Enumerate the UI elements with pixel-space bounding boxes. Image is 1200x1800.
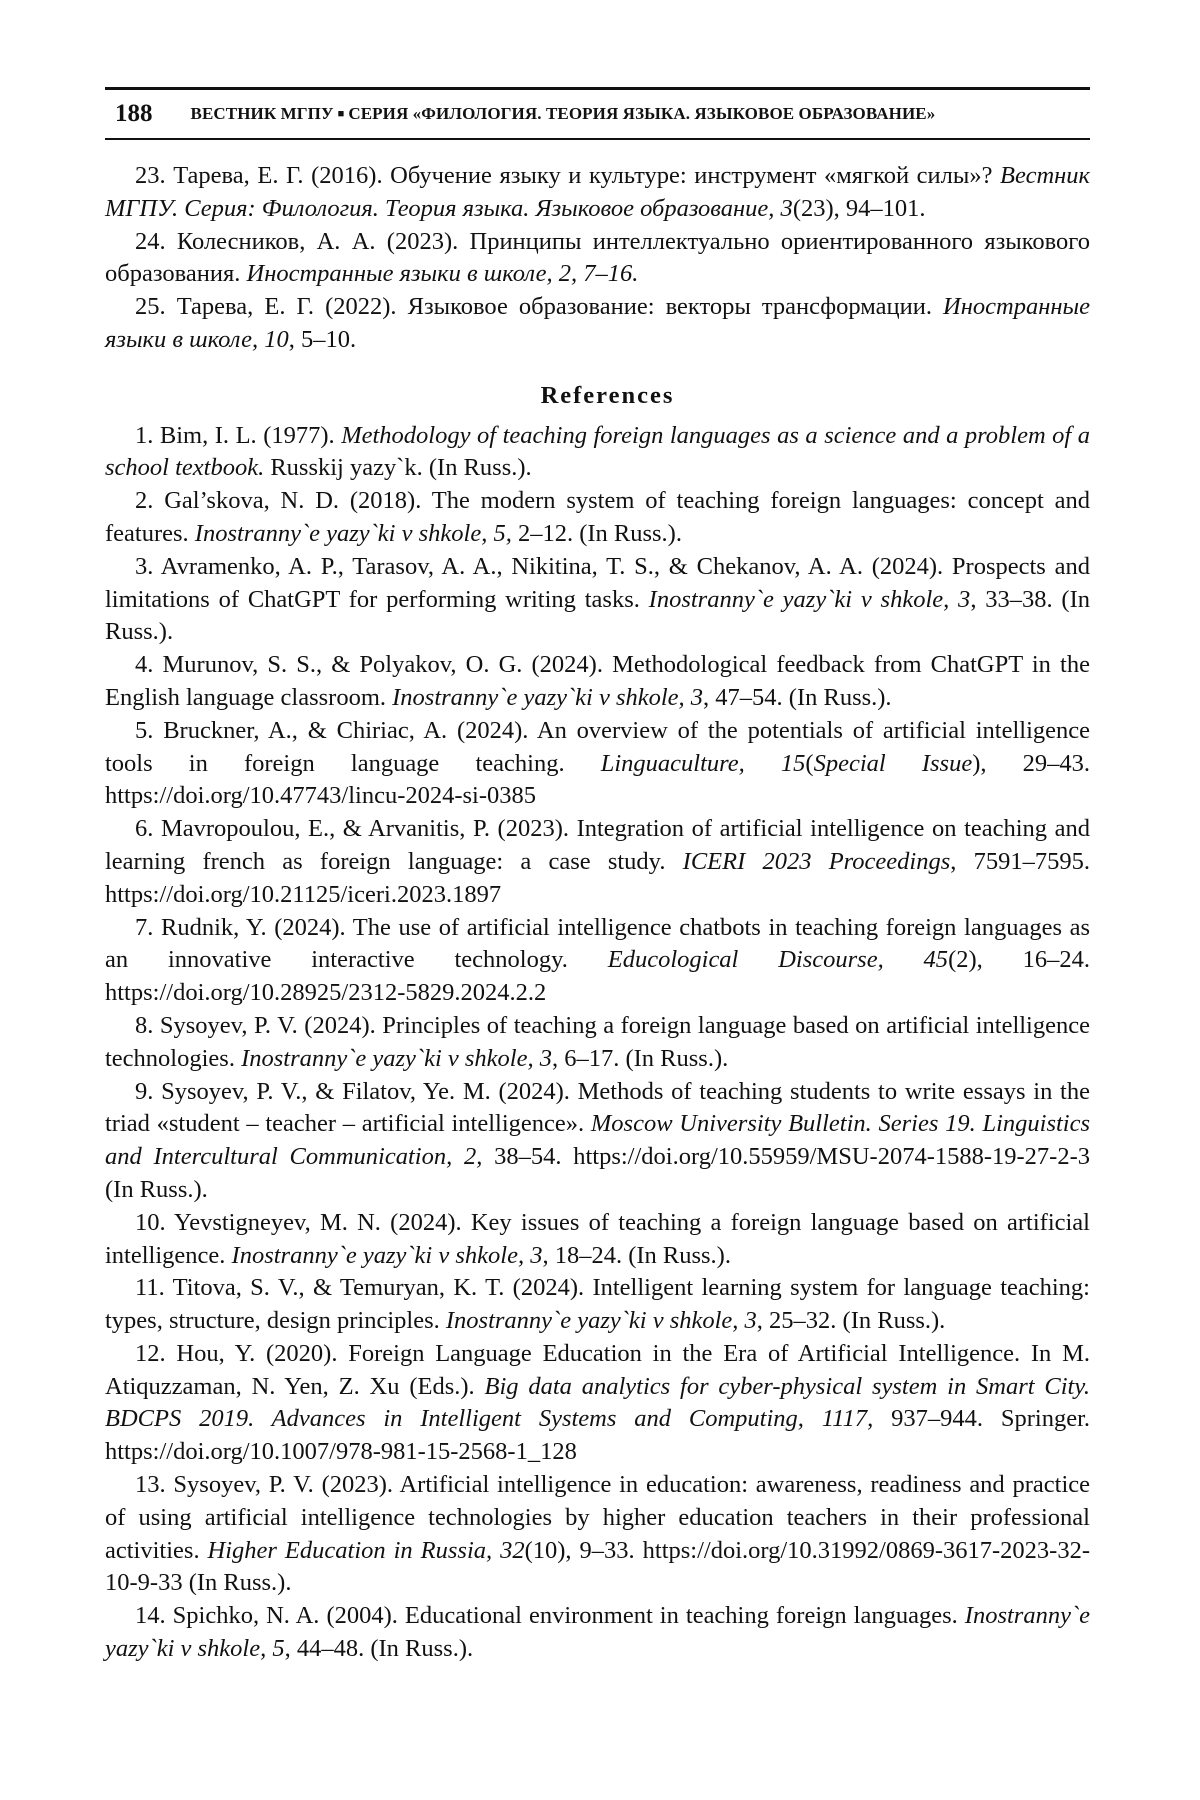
reference-item [105, 226, 1090, 292]
reference-item [105, 1207, 1090, 1273]
reference-source-italic: ICERI 2023 Proceedings [682, 847, 951, 875]
reference-source-italic: Big data analytics for cyber-physical system in Smart City. BDCPS 2019. Advances in Intelligent Systems and Computing, 1117, [105, 1372, 1090, 1433]
reference-number: 1. [135, 421, 154, 449]
page-number: 188 [115, 100, 153, 127]
reference-text: Russkij yazy`k. (In Russ.). [264, 454, 532, 482]
reference-text: Hou, Y. (2020). Foreign Language Education in the Era of Artificial Intelligence. In M. Atiquzzaman, N. Yen, Z. Xu (Eds.). [105, 1339, 1090, 1400]
reference-source-italic: Inostranny`e yazy`ki v shkole, 5 [105, 1602, 1090, 1663]
reference-item [105, 715, 1090, 813]
reference-text: Avramenko, A. P., Tarasov, A. A., Nikitina, T. S., & Chekanov, A. A. (2024). Prospects and limitations of ChatGPT for performing writing tasks. [105, 552, 1090, 613]
header-rule-top [105, 87, 1090, 90]
reference-text: 2–12. (In Russ.). [511, 519, 682, 547]
reference-text: , 44–48. (In Russ.). [284, 1635, 474, 1663]
reference-text: Sysoyev, P. V. (2023). Artificial intelligence in education: awareness, readiness and practice of using artificial intelligence technologies by higher education teachers in their professional activities. [105, 1471, 1090, 1564]
journal-title [191, 104, 936, 124]
reference-text: Тарева, Е. Г. (2016). Обучение языку и культуре: инструмент «мягкой силы»? [165, 162, 1001, 189]
reference-item [105, 1010, 1090, 1076]
reference-text: (2), 16–24. https://doi.org/10.28925/2312-5829.2024.2.2 [105, 946, 1090, 1007]
reference-text: 38–54. https://doi.org/10.55959/MSU-2074-1588-19-27-2-3 (In Russ.). [105, 1143, 1090, 1203]
reference-item [105, 1600, 1090, 1666]
reference-source-italic: Иностранные языки в школе, 10 [105, 293, 1090, 353]
reference-source-italic: Higher Education in Russia, 32 [207, 1536, 525, 1564]
reference-source-italic: Educological Discourse, 45 [607, 946, 949, 974]
reference-text: Gal’skova, N. D. (2018). The modern system of teaching foreign languages: concept and features. [105, 487, 1090, 547]
reference-number: 25. [135, 293, 166, 321]
reference-text: Spichko, N. A. (2004). Educational environment in teaching foreign languages. [165, 1602, 965, 1630]
reference-number: 10. [135, 1208, 166, 1236]
reference-number: 6. [135, 815, 154, 843]
reference-number: 13. [135, 1471, 166, 1499]
journal-name: ВЕСТНИК МГПУ [190, 104, 334, 123]
reference-text: Sysoyev, P. V., & Filatov, Ye. M. (2024). Methods of teaching students to write essays in the triad «student – teacher – artificial intelligence». [105, 1077, 1090, 1138]
reference-number: 9. [135, 1077, 154, 1105]
reference-number: 5. [135, 716, 154, 744]
running-head [105, 92, 1090, 136]
reference-item [105, 912, 1090, 1010]
reference-text: ( [805, 749, 814, 777]
reference-text: Mavropoulou, E., & Arvanitis, P. (2023). Integration of artificial intelligence on teaching and learning french as foreign language: a case study. [105, 815, 1090, 875]
journal-series: СЕРИЯ «ФИЛОЛОГИЯ. ТЕОРИЯ ЯЗЫКА. ЯЗЫКОВОЕ ОБРАЗОВАНИЕ» [348, 104, 936, 123]
reference-item [105, 1469, 1090, 1600]
reference-item [105, 551, 1090, 649]
reference-item [105, 485, 1090, 551]
reference-item [105, 420, 1090, 486]
reference-text: Bim, I. L. (1977). [153, 421, 342, 449]
reference-number: 7. [135, 913, 154, 941]
reference-text: Колесников, А. А. (2023). Принципы интеллектуально ориентированного языкового образования. [105, 227, 1090, 288]
reference-number: 14. [135, 1602, 166, 1630]
reference-text: Yevstigneyev, M. N. (2024). Key issues of teaching a foreign language based on artificial intelligence. [105, 1208, 1090, 1269]
reference-source-italic: Inostranny`e yazy`ki v shkole, 3 [231, 1241, 543, 1269]
reference-number: 11. [135, 1274, 165, 1302]
reference-source-italic: Inostranny`e yazy`ki v shkole, 3 [445, 1307, 757, 1335]
reference-text: Тарева, Е. Г. (2022). Языковое образование: векторы трансформации. [165, 293, 944, 321]
reference-text: , 18–24. (In Russ.). [542, 1241, 731, 1269]
reference-text: , 6–17. (In Russ.). [551, 1044, 729, 1072]
reference-text: Rudnik, Y. (2024). The use of artificial intelligence chatbots in teaching foreign languages as an innovative interactive technology. [105, 913, 1090, 974]
reference-source-italic: Иностранные языки в школе, 2, 7–16. [246, 260, 639, 288]
reference-item [105, 160, 1090, 226]
reference-text: (23), 94–101. [792, 194, 926, 222]
reference-number: 2. [135, 487, 154, 515]
reference-text: Sysoyev, P. V. (2024). Principles of teaching a foreign language based on artificial intelligence technologies. [105, 1011, 1090, 1072]
reference-number: 24. [135, 227, 166, 255]
reference-item [105, 649, 1090, 715]
reference-text: , 33–38. (In Russ.). [105, 585, 1090, 646]
reference-source-italic: Inostranny`e yazy`ki v shkole, 5, [194, 519, 512, 547]
reference-number: 23. [135, 162, 166, 189]
reference-number: 4. [135, 651, 154, 679]
reference-number: 3. [135, 552, 154, 580]
reference-text: (10), 9–33. https://doi.org/10.31992/0869-3617-2023-32-10-9-33 (In Russ.). [105, 1536, 1090, 1597]
reference-item [105, 1338, 1090, 1469]
reference-text: Murunov, S. S., & Polyakov, O. G. (2024). Methodological feedback from ChatGPT in the English language classroom. [105, 651, 1090, 711]
separator-square: ■ [337, 108, 345, 120]
reference-number: 8. [135, 1011, 154, 1039]
reference-text: Bruckner, A., & Chiriac, A. (2024). An overview of the potentials of artificial intelligence tools in foreign language teaching. [105, 716, 1090, 777]
reference-text: , 25–32. (In Russ.). [756, 1307, 946, 1335]
reference-source-italic: Вестник МГПУ. Серия: Филология. Теория языка. Языковое образование, 3 [105, 162, 1090, 222]
reference-text: , 7591–7595. https://doi.org/10.21125/iceri.2023.1897 [105, 847, 1090, 908]
reference-item [105, 813, 1090, 911]
reference-source-italic: Inostranny`e yazy`ki v shkole, 3 [648, 585, 971, 613]
reference-item [105, 291, 1090, 357]
reference-source-italic: Special Issue [813, 749, 973, 777]
reference-text: ), 29–43. https://doi.org/10.47743/lincu-2024-si-0385 [105, 749, 1091, 810]
reference-source-italic: Methodology of teaching foreign languages as a science and a problem of a school textbook. [105, 421, 1090, 482]
reference-text: 937–944. Springer. https://doi.org/10.1007/978-981-15-2568-1_128 [105, 1405, 1090, 1466]
reference-item [105, 1076, 1090, 1207]
reference-number: 12. [135, 1339, 166, 1367]
reference-text: , 5–10. [288, 325, 357, 353]
reference-source-italic: Linguaculture, 15 [600, 749, 806, 777]
russian-reference-list [105, 160, 1090, 357]
references-heading: References [540, 381, 675, 409]
header-rule-bottom [105, 138, 1090, 140]
reference-source-italic: Inostranny`e yazy`ki v shkole, 3 [241, 1044, 552, 1072]
reference-text: Titova, S. V., & Temuryan, K. T. (2024). Intelligent learning system for language teaching: types, structure, design principles. [105, 1274, 1090, 1335]
english-reference-list [105, 420, 1090, 1666]
reference-list [105, 160, 1090, 1666]
reference-item [105, 1272, 1090, 1338]
reference-text: , 47–54. (In Russ.). [703, 683, 892, 711]
reference-source-italic: Moscow University Bulletin. Series 19. Linguistics and Intercultural Communication, 2, [105, 1110, 1091, 1171]
reference-source-italic: Inostranny`e yazy`ki v shkole, 3 [392, 683, 704, 711]
